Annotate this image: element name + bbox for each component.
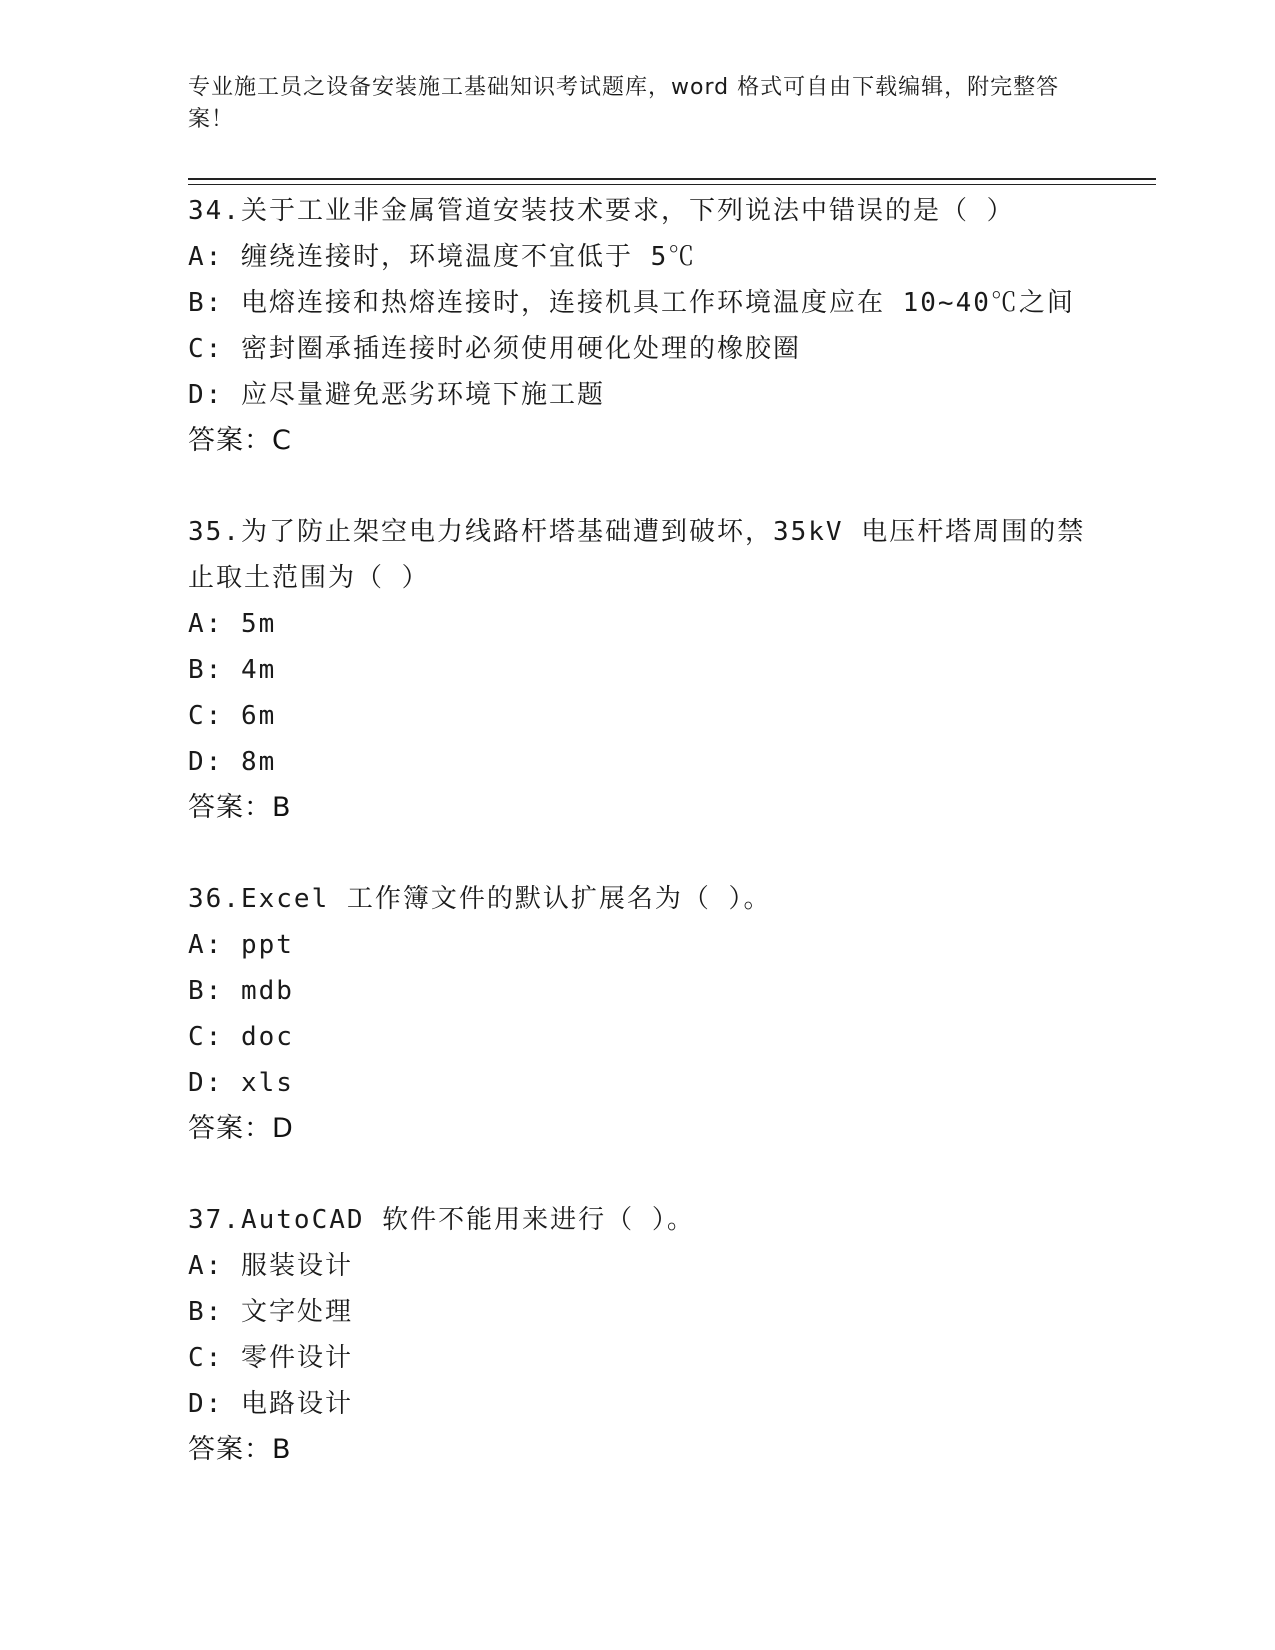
answer-line: 答案：D bbox=[188, 1113, 294, 1144]
option-c: C: doc bbox=[188, 1022, 294, 1052]
header-divider-thin bbox=[188, 184, 1156, 185]
question-stem: 34.关于工业非金属管道安装技术要求，下列说法中错误的是（ ） bbox=[188, 196, 1015, 226]
option-a: A: 服装设计 bbox=[188, 1251, 353, 1281]
option-c: C: 密封圈承插连接时必须使用硬化处理的橡胶圈 bbox=[188, 334, 801, 364]
answer-line: 答案：B bbox=[188, 792, 292, 823]
option-d: D: 8m bbox=[188, 747, 277, 777]
header-divider-thick bbox=[188, 178, 1156, 180]
question-stem: 36.Excel 工作簿文件的默认扩展名为（ ）。 bbox=[188, 884, 772, 914]
option-a: A: 缠绕连接时，环境温度不宜低于 5℃ bbox=[188, 242, 697, 272]
question-37 bbox=[188, 1197, 1108, 1473]
option-b: B: mdb bbox=[188, 976, 294, 1006]
document-header-note: 专业施工员之设备安装施工基础知识考试题库，word 格式可自由下载编辑，附完整答案！ bbox=[188, 75, 1060, 132]
question-stem: 37.AutoCAD 软件不能用来进行（ ）。 bbox=[188, 1205, 695, 1235]
option-b: B: 电熔连接和热熔连接时，连接机具工作环境温度应在 10~40℃之间 bbox=[188, 288, 1075, 318]
option-b: B: 文字处理 bbox=[188, 1297, 353, 1327]
question-35 bbox=[188, 509, 1108, 831]
option-a: A: 5m bbox=[188, 609, 277, 639]
option-d: D: 应尽量避免恶劣环境下施工题 bbox=[188, 380, 605, 410]
answer-line: 答案：C bbox=[188, 425, 292, 456]
option-c: C: 6m bbox=[188, 701, 277, 731]
question-stem: 35.为了防止架空电力线路杆塔基础遭到破坏，35kV 电压杆塔周围的禁止取土范围为（ ） bbox=[188, 517, 1086, 593]
question-list bbox=[188, 188, 1108, 1518]
option-a: A: ppt bbox=[188, 930, 294, 960]
answer-line: 答案：B bbox=[188, 1434, 292, 1465]
question-34 bbox=[188, 188, 1108, 464]
option-b: B: 4m bbox=[188, 655, 277, 685]
option-d: D: xls bbox=[188, 1068, 294, 1098]
option-c: C: 零件设计 bbox=[188, 1343, 353, 1373]
question-36 bbox=[188, 876, 1108, 1152]
option-d: D: 电路设计 bbox=[188, 1389, 353, 1419]
